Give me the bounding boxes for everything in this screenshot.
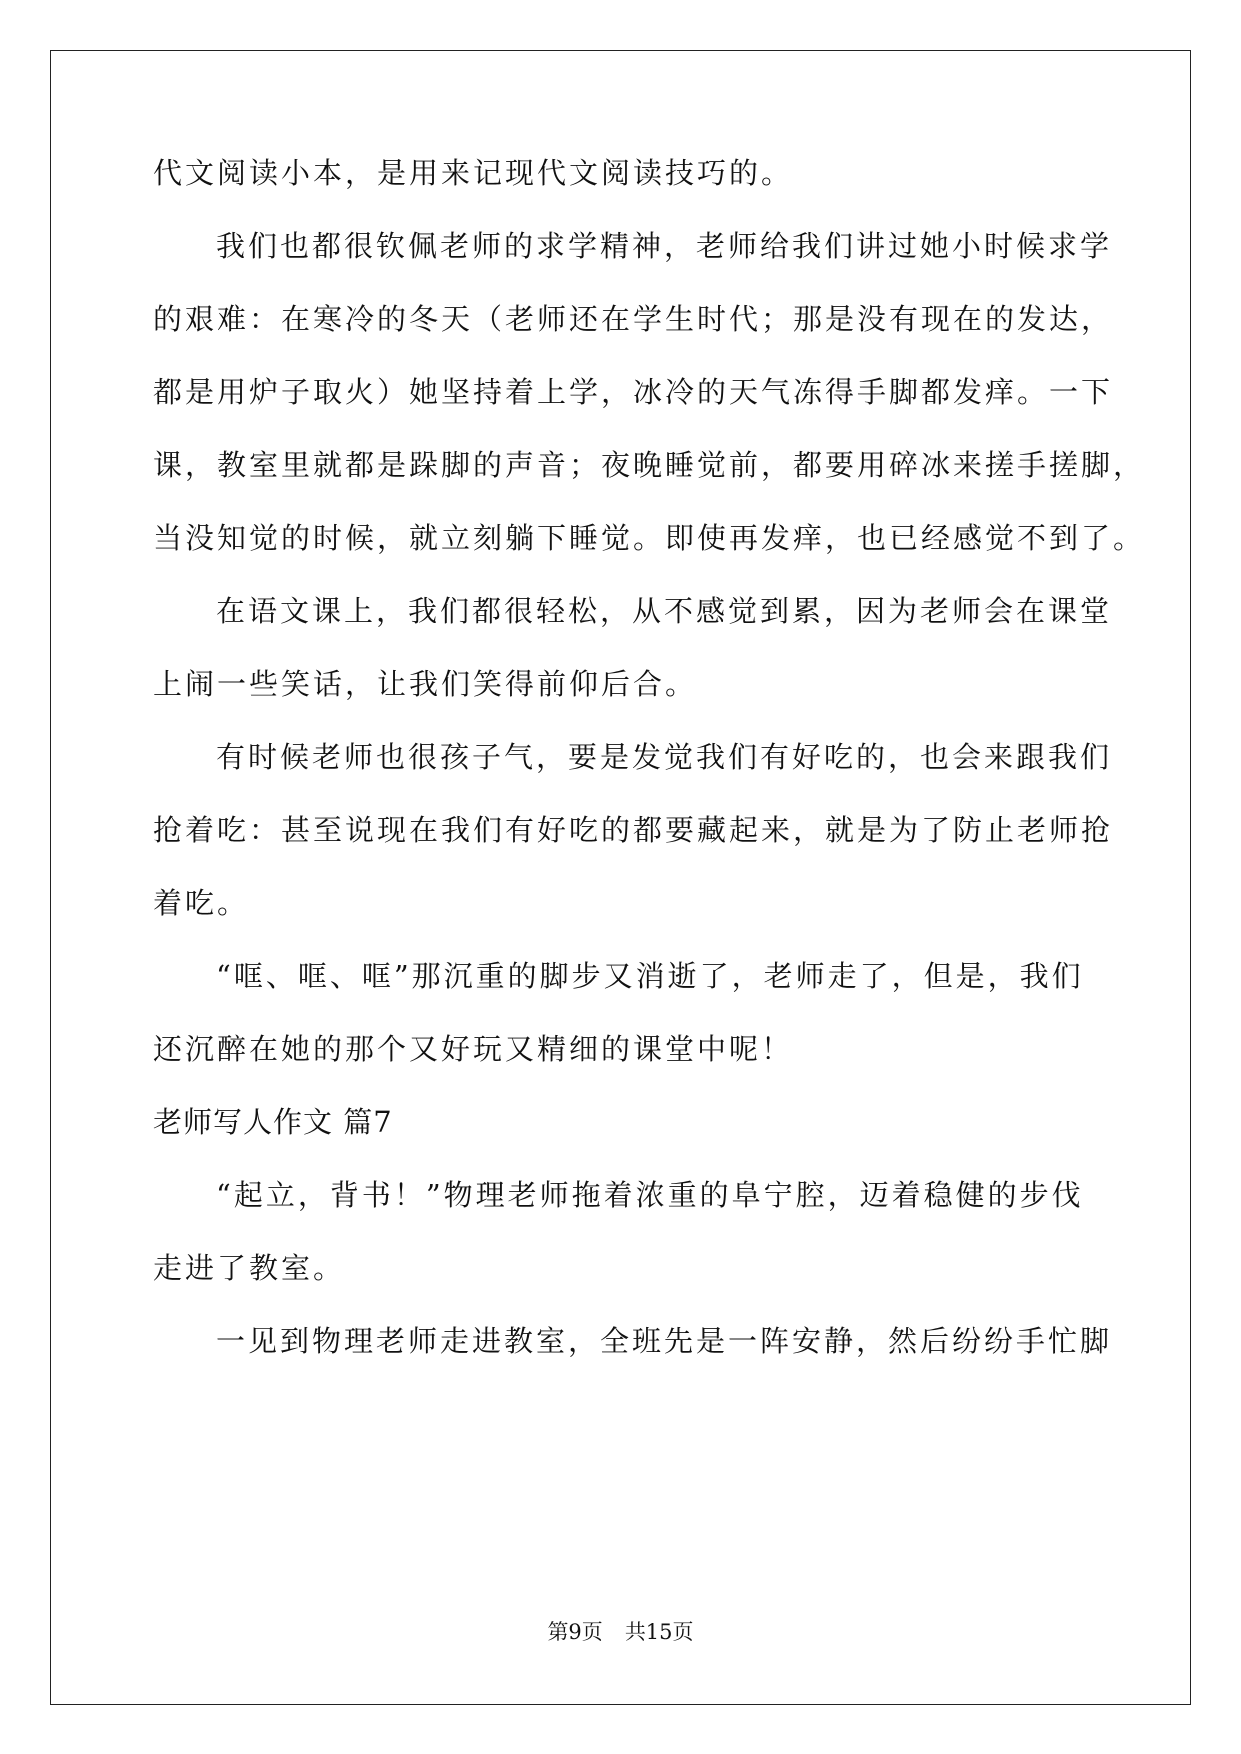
text-line: 着吃。	[153, 886, 250, 920]
text-line: 代文阅读小本，是用来记现代文阅读技巧的。	[153, 156, 794, 190]
page-total: 共15页	[624, 1620, 694, 1644]
page-number: 第9页	[547, 1620, 603, 1644]
paragraph-start-line: “起立，背书！”物理老师拖着浓重的阜宁腔，迈着稳健的步伐	[216, 1178, 1084, 1212]
paragraph-start-line: 我们也都很钦佩老师的求学精神，老师给我们讲过她小时候求学	[216, 229, 1113, 263]
text-line: 上闹一些笑话，让我们笑得前仰后合。	[153, 667, 698, 701]
text-line: 都是用炉子取火）她坚持着上学，冰冷的天气冻得手脚都发痒。一下	[153, 375, 1114, 409]
paragraph-start-line: 在语文课上，我们都很轻松，从不感觉到累，因为老师会在课堂	[216, 594, 1113, 628]
text-line: 的艰难：在寒冷的冬天（老师还在学生时代；那是没有现在的发达，	[153, 302, 1114, 336]
section-heading: 老师写人作文 篇7	[153, 1105, 393, 1139]
text-line: 当没知觉的时候，就立刻躺下睡觉。即使再发痒，也已经感觉不到了。	[153, 521, 1146, 555]
paragraph-start-line: 一见到物理老师走进教室，全班先是一阵安静，然后纷纷手忙脚	[216, 1324, 1113, 1358]
paragraph-start-line: “哐、哐、哐”那沉重的脚步又消逝了，老师走了，但是，我们	[216, 959, 1084, 993]
page-footer	[0, 1616, 1241, 1646]
text-line: 走进了教室。	[153, 1251, 346, 1285]
page-border	[50, 50, 1191, 1705]
text-line: 抢着吃：甚至说现在我们有好吃的都要藏起来，就是为了防止老师抢	[153, 813, 1114, 847]
paragraph-start-line: 有时候老师也很孩子气，要是发觉我们有好吃的，也会来跟我们	[216, 740, 1113, 774]
text-line: 课，教室里就都是跺脚的声音；夜晚睡觉前，都要用碎冰来搓手搓脚，	[153, 448, 1146, 482]
text-line: 还沉醉在她的那个又好玩又精细的课堂中呢！	[153, 1032, 794, 1066]
